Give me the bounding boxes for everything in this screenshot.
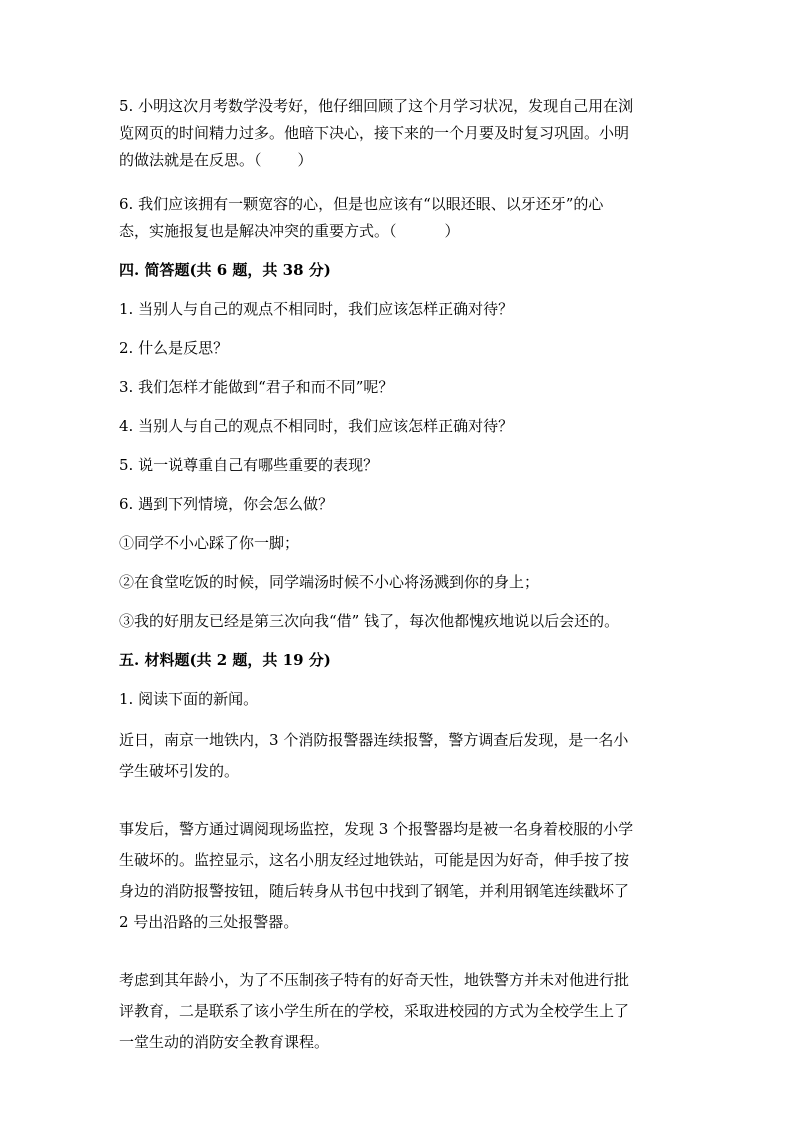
section-4-title: 四. 简答题(共 6 题，共 38 分): [119, 261, 331, 279]
news-paragraph-3: [119, 965, 679, 1058]
news-line: 身边的消防报警按钮，随后转身从书包中找到了钢笔，并利用钢笔连续戳坏了: [119, 882, 630, 900]
tf-item-6-line-2-text: 态，实施报复也是解决冲突的重要方式。（: [119, 222, 397, 240]
tf-item-6: [119, 191, 679, 245]
news-line: 生破坏的。监控显示，这名小朋友经过地铁站，可能是因为好奇，伸手按了按: [119, 851, 630, 869]
news-paragraph-2: [119, 814, 679, 938]
scenario-2: ②在食堂吃饭的时候，同学端汤时候不小心将汤溅到你的身上；: [119, 573, 540, 591]
news-line: 2 号出沿路的三处报警器。: [119, 913, 299, 931]
section-5-title: 五. 材料题(共 2 题，共 19 分): [119, 651, 331, 669]
question-4-6: 6. 遇到下列情境，你会怎么做？: [119, 495, 334, 513]
news-paragraph-1: [119, 725, 679, 787]
tf-item-5-line-1: 5. 小明这次月考数学没考好，他仔细回顾了这个月学习状况，发现自己用在浏: [119, 97, 634, 115]
scenario-1: ①同学不小心踩了你一脚；: [119, 534, 300, 552]
question-4-3: 3. 我们怎样才能做到“君子和而不同”呢？: [119, 378, 394, 396]
question-4-2: 2. 什么是反思？: [119, 339, 229, 357]
question-4-1: 1. 当别人与自己的观点不相同时，我们应该怎样正确对待？: [119, 300, 514, 318]
tf-item-6-line-2: [119, 218, 679, 245]
question-5-1: 1. 阅读下面的新闻。: [119, 690, 259, 708]
tf-item-6-line-1: 6. 我们应该拥有一颗宽容的心，但是也应该有“以眼还眼、以牙还牙”的心: [119, 195, 604, 213]
tf-item-5-line-3-text: 的做法就是在反思。（: [119, 151, 262, 169]
news-line: 评教育，二是联系了该小学生所在的学校，采取进校园的方式为全校学生上了: [119, 1002, 630, 1020]
document-page: [119, 93, 679, 1058]
tf-item-5-line-3: [119, 147, 679, 174]
question-4-4: 4. 当别人与自己的观点不相同时，我们应该怎样正确对待？: [119, 417, 514, 435]
news-line: 学生破坏引发的。: [119, 762, 240, 780]
news-line: 事发后，警方通过调阅现场监控，发现 3 个报警器均是被一名身着校服的小学: [119, 820, 634, 838]
news-line: 一堂生动的消防安全教育课程。: [119, 1033, 330, 1051]
news-line: 近日，南京一地铁内，3 个消防报警器连续报警，警方调查后发现，是一名小: [119, 731, 629, 749]
question-4-5: 5. 说一说尊重自己有哪些重要的表现？: [119, 456, 379, 474]
news-line: 考虑到其年龄小，为了不压制孩子特有的好奇天性，地铁警方并未对他进行批: [119, 971, 630, 989]
tf-item-5-line-2: 览网页的时间精力过多。他暗下决心，接下来的一个月要及时复习巩固。小明: [119, 124, 630, 142]
scenario-3: ③我的好朋友已经是第三次向我“借” 钱了，每次他都愧疚地说以后会还的。: [119, 612, 620, 630]
tf-item-6-close-paren: ）: [444, 222, 460, 240]
tf-item-5-close-paren: ）: [297, 151, 313, 169]
tf-item-5: [119, 93, 679, 174]
